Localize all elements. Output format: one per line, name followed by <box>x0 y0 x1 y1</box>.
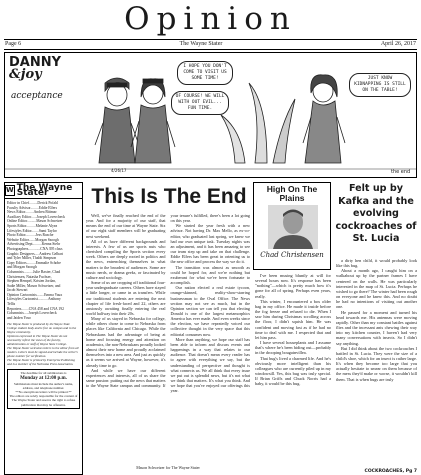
column-body <box>255 273 331 473</box>
editorial-paragraph: All of us have different backgrounds and interests. A few of us are sports nuts who cherished compiling the Sports section every week. Others are deeply rooted in politics and the news, entrenching themselves in what matters to the broadest of audiences. Some are music nerds, or drama geeks, or fascinated by culture and sociology. <box>86 238 166 280</box>
page-number: Page 6 <box>5 41 22 47</box>
policy-paragraph: The Wayne Stater is produced by the Wayne State College student body and is free on campus and in the Wayne community. <box>7 322 77 335</box>
staff-line: Christensen, Natasha Fuchser, <box>7 274 52 279</box>
column-paragraph: That bug's lived a charmed life. And he's obviously more intelligent than his colleagues who are currently piled up in my windowsill. Yes, this bug was truly special. If Brian Griffs and Chuck Norris had a baby, it would be this bug. <box>255 355 331 387</box>
staff-line: Jacob Stewart <box>7 288 28 293</box>
staff-line: Photo Editor...........Jess Rusche <box>7 233 54 238</box>
column-paragraph: This winter, I encountered a box older bag in my office. He made it inside before the fog freeze and refused to die. When I saw him during Christmas scrolling across the floor, I didn't squish him. He was confident and moving fast as if he had no time to deal with me. I respected that and let him pass. <box>255 298 331 340</box>
editorial-credit: Mason Schweizer for The Wayne Stater <box>136 465 200 470</box>
columnist-name: Chad Christensen <box>260 251 324 259</box>
editorial-paragraph: Our nation elected a real estate tycoon, orange-skinned, reality-show-starring businessman to the Oval Office. The News section may not see as much, but in the Opinion section we can tell you that electing Donald is one of the largest metamorphics America has ever made. And even weeks since the election, we have repeatedly voiced our collective thought in the very space that this editorial consumes now. <box>170 285 250 337</box>
staff-line: Stephen Hempel, Kristen Jordan, <box>7 279 56 284</box>
staff-line: Lifestyles Editor........Sami Taylor <box>7 228 57 233</box>
comic-date: 4/26/17 <box>111 168 127 173</box>
editorial-paragraph: Many of us stayed in Nebraska for college, while others chose to come to Nebraska from places like California and Chicago. While the Nebraskans had the advantage of being at home and focusing energy and attention on academics, the non-Nebraskans proudly looked almost their new home and proudly acclaimed themselves into a new area. And just as quickly as it seems we arrived at Wayne, however, it's already time to go. <box>86 316 166 368</box>
speech-bubble-1: I HOPE YOU DON'T COME TO VISIT US SOME TIME! <box>177 61 233 85</box>
right-column-headline: Felt up by Kafka and the evolving cockroaches of St. Lucia <box>335 183 417 244</box>
policy-paragraph: Opinions expressed in The Wayne Stater do not necessarily reflect the views of the faculty, administration or staff of Wayne State College. <box>7 334 68 347</box>
staff-line: Photographers.............CNA 395 class <box>7 246 63 251</box>
comic-creature <box>221 83 295 163</box>
column-title: High On The Plains <box>266 184 318 203</box>
issue-date: April 26, 2017 <box>380 41 416 47</box>
staff-line: Copy Editors..........Emmalie Schobe <box>7 260 61 265</box>
staff-line: Auxiliary Editor......Joseph Lovercheck <box>7 214 65 219</box>
masthead <box>0 0 421 38</box>
staff-line: Tellis <box>7 302 16 307</box>
staff-line: Opinion Cartoonists........Emma Vaux <box>7 292 63 297</box>
staff-line: and Tyler Miller, Thaldi Simpson <box>7 256 57 261</box>
deadline-time: Monday at 12:00 p.m. <box>20 375 67 381</box>
editorial-paragraph: The transition was almost as smooth as could be hoped for, and we're nothing but exuberant for what we've been fortunate to accomplish. <box>170 264 250 286</box>
right-column-paragraph: a dirty hen child, it would probably look like this bug. <box>336 258 417 269</box>
staff-line: Faculty Advisor.........Eddie Elfers <box>7 205 58 210</box>
editorial-headline: This Is The End <box>91 185 247 208</box>
staff-line: Columnists..........Julie Baxter, Chad <box>7 269 61 274</box>
staff-line: and Jaiden Yoso <box>7 315 31 320</box>
staff-line: Online Editor..........Mason Schweizer <box>7 219 63 224</box>
paper-name: The Wayne Stater <box>179 41 223 47</box>
comic-character-1 <box>95 78 139 163</box>
staff-line: Lifestyles Cartoonist...........Anthony <box>7 297 61 302</box>
staff-line: Website Editor.......Morgan Szoogh <box>7 237 59 242</box>
staff-line: Sports Editor..........Melanie Alyea <box>7 223 58 228</box>
staff-line: News Editor.........Andrea Bittmar <box>7 210 57 215</box>
staff-line: and Morgan Szoogh <box>7 265 37 270</box>
staff-line: Reporters........CNA 458 and CNA 192 <box>7 306 64 311</box>
comic-character-2 <box>131 79 175 163</box>
staff-line: Columnists.....Joseph Lovercheck <box>7 311 57 316</box>
section-title: Opinion <box>124 1 297 37</box>
policy-paragraph: The Wayne Stater is printed by Enterprise Publishing and is a member of the Nebraska Press Association. <box>7 358 75 367</box>
jump-link[interactable]: COCKROACHES, Pg 7 <box>364 469 417 474</box>
policy-paragraph: The Wayne Stater welcomes letters to the editor from all readers. Letters must be signed and include the writer's phone number for verification. <box>7 346 79 359</box>
speech-bubble-2: OF COURSE! WE WILL WITH OUT EVIL... FUN TIME. <box>171 91 229 115</box>
column-paragraph: I've been musing bluntly at will for several hours now. It's response has been "nothing"—which is pretty much how it's gone for all of spring. Perhaps even years, really. <box>255 273 331 299</box>
deadline-line: The deadline for all submissions is <box>20 371 67 376</box>
deadline-line: **No anonymous letters will be printed.** <box>15 390 72 395</box>
staff-list <box>5 199 82 321</box>
editorial-paragraph: And while we have our different experiences and interests, all of us share the same passion: putting out the news that matters to the Wayne State campus and community. If your tenure's fulfilled, there's been a lot going on this year. <box>86 213 250 389</box>
column-header-box <box>253 182 331 270</box>
staff-line: Advertising Dept..........Kenna Stehr <box>7 242 61 247</box>
comic-title <box>9 57 61 81</box>
editorial-paragraph: Well, we've finally reached the end of the year. And for a majority of our staff, that means the end of our time at Wayne State. Six of our eight staff members will be graduating next weekend. <box>86 213 166 239</box>
editorial-paragraph: We started the year fresh with a new advisor. Not having Dr. Max Mello, as ex-co-editor, who graduated last spring, we knew we had our own unique task. Tuesday nights was an adjustment, and it has been amazing to see our team step up and take on that challenge. Eddie Elfers has been great in orienting us to the new office and process the way we do it. <box>170 223 250 265</box>
staff-sidebar <box>4 182 83 475</box>
deadline-box <box>7 369 80 408</box>
editorial-paragraph: More than anything, we hope our staff has been able to inform and discuss events and happenings in a way that relates to our audience. That doesn't mean every reader has to agree with everything we say, but the understanding of perspective and thought is what connects us. We all think that every issue we put out is splendid news, but it's not what we think that matters. It's what you think. And we hope that you've enjoyed our offerings this year. <box>170 336 250 394</box>
speech-bubble-3: JUST KNOW KIDNAPPING IS STILL ON THE TABLE! <box>349 73 411 97</box>
comic-title-amp: & <box>9 67 21 82</box>
staff-line: Graphic Designers.....Andrew Gelbart <box>7 251 64 256</box>
brand-name: The Wayne Stater <box>16 182 73 198</box>
right-column-paragraph: He paused for a moment and turned his head towards me. His antennas were moving rapidly. Other than my constant battles against flies and the incessant ants chewing their way into my kitchen counter, I haven't had very many conversations with insects. So I didn't say anything. <box>336 309 417 346</box>
comic-title-line-2: joy <box>20 67 42 82</box>
staff-line: Sadie Miller, Mason Schweizer, and <box>7 283 61 288</box>
right-column-paragraph: But I did think about the two cockroaches I battled in St. Lucia. They were the size of a child's shoe, which for an insect is rather large. It's when they become too large that you actually hesitate to smear on them because of the mess they'd make or worse, it wouldn't kill them. That is when bugs are truly <box>336 345 417 382</box>
policy-text <box>5 321 82 367</box>
editorial-body <box>86 213 250 463</box>
brand-logo: W <box>6 186 14 195</box>
comic-strip <box>4 52 417 178</box>
comic-subtitle: acceptance <box>11 91 63 101</box>
editorial-paragraph: Some of us are cropping off traditional four-year undergraduate careers. Others have stayed a little longer, or came in as transfers. While our traditional students are entering the next chapter of life fresh-faced and 22, others are anxiously awaiting finally entering the real world halfway into their 20s. <box>86 280 166 316</box>
folio-bar <box>4 39 417 50</box>
right-column-paragraph: About a month ago, I caught him on a walkabout up by the partner frames I have centered on the walls. He was particularly interested in the map of St. Lucia. Perhaps he wished to go there? The winter had been rough on everyone and he knew this. And no doubt he had no intentions of visiting out another one. <box>336 268 417 310</box>
deadline-line: Submissions must include the author's name, address, and telephone number. <box>13 381 74 390</box>
comic-character-3 <box>303 75 345 163</box>
column-paragraph: I have several houseplants and I assume that's where he's been hiding out—probably in the drooping bougainvillea. <box>255 340 331 356</box>
deadline-line: The editors are solely responsible for the content of The Wayne Stater and reserve the right to refuse publication that may be offensive. <box>9 394 78 407</box>
staff-line: Editor in Chief.........Derick Pofahl <box>7 201 59 205</box>
columnist-portrait <box>268 205 318 249</box>
comic-title-line-1: DANNY <box>9 55 62 70</box>
comic-end-label: the end <box>391 169 411 175</box>
staff-box-header <box>5 183 82 199</box>
right-column-body <box>336 258 417 470</box>
